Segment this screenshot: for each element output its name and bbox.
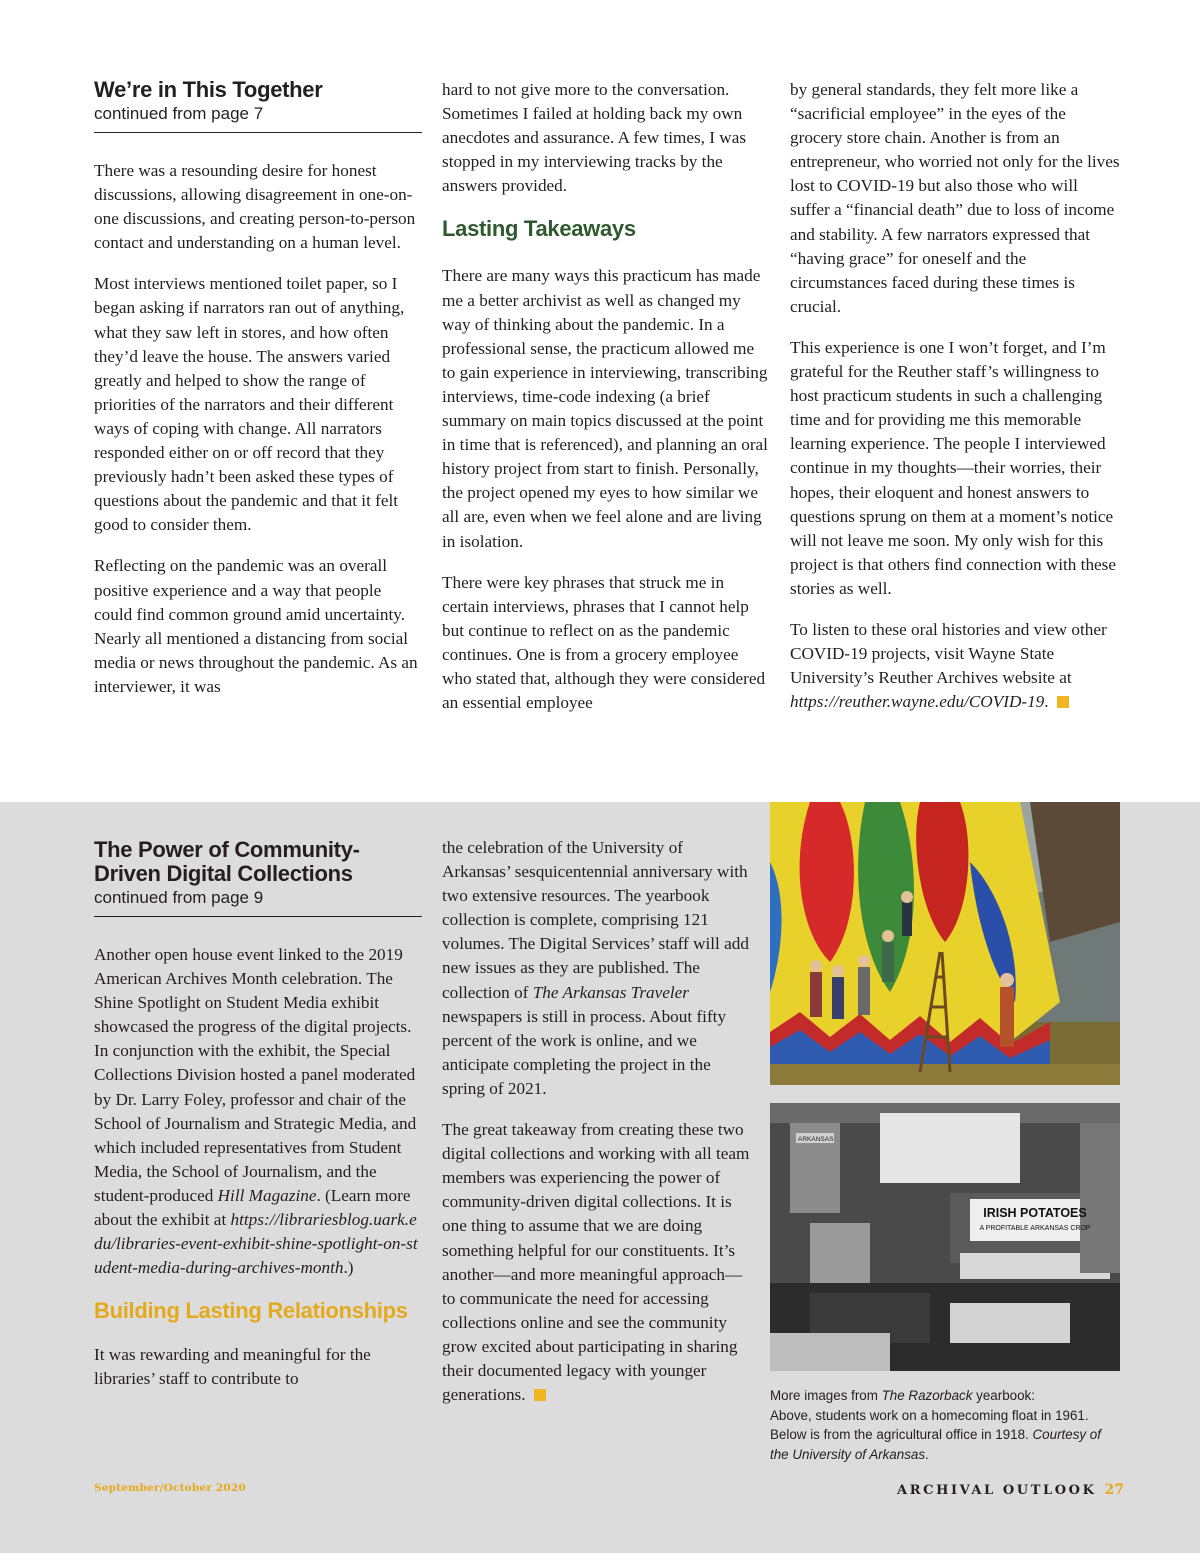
article1-title: We’re in This Together: [94, 77, 323, 102]
photo-caption: More images from The Razorback yearbook: Above, students work on a homecoming float in 1961. Below is from the agricultural office in 1918. Courtesy of the University of Arkansas.: [770, 1388, 1101, 1462]
article1-divider: [94, 132, 422, 133]
issue-date: September/October 2020: [94, 1482, 246, 1494]
building-relationships-heading: Building Lasting Relationships: [94, 1298, 408, 1324]
paragraph: hard to not give more to the conversation. Sometimes I failed at holding back my own anecdotes and assurance. A few times, I was stopped in my interviewing tracks by the answers provided.: [442, 80, 747, 196]
page-number: 27: [1104, 1482, 1124, 1498]
article1-column-2: [442, 78, 770, 732]
article2-column-2: [442, 836, 752, 1424]
article1-column-3: [790, 78, 1120, 731]
paragraph: This experience is one I won’t forget, and I’m grateful for the Reuther staff’s willingness to host practicum students in such a challenging time and for providing me this memorable learning experience. The people I interviewed continue in my thoughts—their worries, their hopes, their eloquent and honest answers to questions sprung on them at a moment’s notice will not leave me soon. My only wish for this project is that others find connection with these stories as well.: [790, 337, 1117, 598]
paragraph: It was rewarding and meaningful for the libraries’ staff to contribute to: [94, 1345, 371, 1389]
paragraph: The great takeaway from creating these two digital collections and working with all team members was experiencing the power of community-driven digital collections. It is one thing to assume that we are doing something helpful for our constituents. It’s another—and more meaningful approach—to communicate the need for accessing collections online and see the community grow excited about participating in sharing their documented legacy with younger generations.: [442, 1120, 750, 1405]
paragraph: There are many ways this practicum has made me a better archivist as well as changed my way of thinking about the pandemic. In a professional sense, the practicum allowed me to gain experience in interviewing, transcribing interviews, time-code indexing (a brief summary on main topics discussed at the point in time that is referenced), and planning an oral history project from start to finish. Personally, the project opened my eyes to how similar we all are, even when we feel alone and are living in isolation.: [442, 266, 768, 551]
article1-continued: continued from page 7: [94, 104, 264, 123]
article2-continued: continued from page 9: [94, 888, 264, 907]
article2-col1-text: [94, 943, 422, 1392]
arkansas-sign-text: ARKANSAS: [798, 1136, 834, 1143]
end-of-article-mark: [1057, 696, 1069, 708]
lasting-takeaways-heading: Lasting Takeaways: [442, 216, 636, 242]
paragraph: There were key phrases that struck me in certain interviews, phrases that I cannot help but continue to reflect on as the pandemic continues. One is from a grocery employee who stated that, although they were considered an essential employee: [442, 572, 766, 713]
article2-divider: [94, 916, 422, 917]
irish-potatoes-sign: IRISH POTATOES: [983, 1206, 1087, 1220]
reuther-link[interactable]: https://reuther.wayne.edu/COVID-19: [790, 692, 1045, 712]
article1-column-1: [94, 78, 422, 716]
paragraph: To listen to these oral histories and view other COVID-19 projects, visit Wayne State University’s Reuther Archives website at https://reuther.wayne.edu/COVID-19.: [790, 619, 1107, 712]
article1-col1-text: [94, 159, 422, 699]
paragraph: Another open house event linked to the 2019 American Archives Month celebration. The Shine Spotlight on Student Media exhibit showcased the progress of the digital projects. In conjunction with the exhibit, the Special Collections Division hosted a panel moderated by Dr. Larry Foley, professor and chair of the School of Journalism and Strategic Media, and which included representatives from Student Media, the School of Journalism, and the student-produced Hill Magazine. (Learn more about the exhibit at https://librariesblog.uark.edu/libraries-event-exhibit-shine-spotlight-on-student-media-during-archives-month.): [94, 945, 418, 1278]
end-of-article-mark: [534, 1389, 546, 1401]
libraries-blog-link[interactable]: https://librariesblog.uark.edu/libraries-event-exhibit-shine-spotlight-on-student-media-during-archives-month: [94, 1210, 418, 1278]
agricultural-office-photo: [770, 1103, 1120, 1371]
homecoming-float-photo: [770, 802, 1120, 1085]
paragraph: the celebration of the University of Arkansas’ sesquicentennial anniversary with two extensive resources. The yearbook collection is complete, comprising 121 volumes. The Digital Services’ staff will add new issues as they are published. The collection of The Arkansas Traveler newspapers is still in process. About fifty percent of the work is online, and we anticipate completing the project in the spring of 2021.: [442, 838, 749, 1098]
magazine-footer: [897, 1482, 1124, 1498]
profitable-crop-sign: A PROFITABLE ARKANSAS CROP: [979, 1225, 1091, 1232]
article2-column-1: [94, 838, 422, 1409]
paragraph: Most interviews mentioned toilet paper, so I began asking if narrators ran out of anything, what they saw left in stores, and how often they’d leave the house. The answers varied greatly and helped to show the range of priorities of the narrators and their different ways of coping with change. All narrators responded either on or off record that they previously hadn’t been asked these types of questions about the pandemic and that it felt good to consider them.: [94, 274, 405, 535]
paragraph: by general standards, they felt more like a “sacrificial employee” in the eyes of the grocery store chain. Another is from an entrepreneur, who worried not only for the lives lost to COVID-19 but also those who will suffer a “financial death” due to loss of income and stability. A few narrators expressed that “having grace” for oneself and the circumstances faced during these times is crucial.: [790, 80, 1120, 316]
magazine-name: ARCHIVAL OUTLOOK: [897, 1483, 1097, 1498]
paragraph: Reflecting on the pandemic was an overall positive experience and a way that people could find common ground amid uncertainty. Nearly all mentioned a distancing from social media or news throughout the pandemic. As an interviewer, it was: [94, 556, 418, 696]
paragraph: There was a resounding desire for honest discussions, allowing disagreement in one-on-one discussions, and creating person-to-person contact and understanding on a human level.: [94, 161, 416, 253]
article2-title: The Power of Community-Driven Digital Collections: [94, 837, 360, 886]
